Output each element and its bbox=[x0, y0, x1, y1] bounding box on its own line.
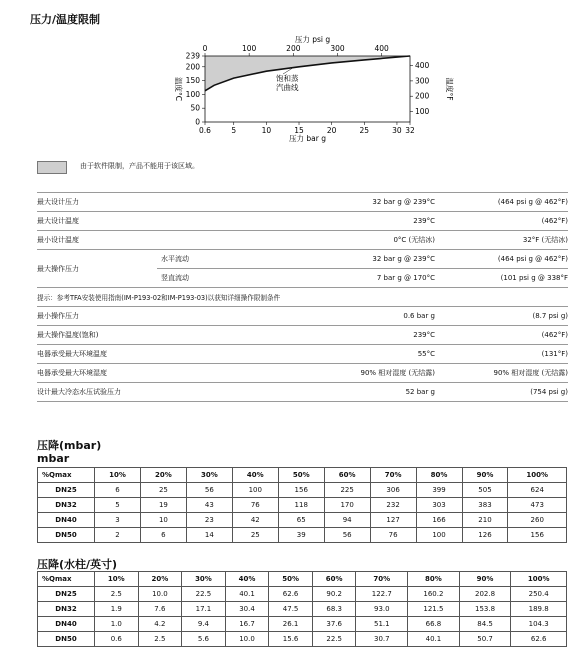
table-header-row bbox=[38, 572, 567, 587]
spec-row bbox=[37, 307, 568, 326]
table-cell: 100 bbox=[416, 528, 462, 543]
table-cell: 104.3 bbox=[511, 617, 567, 632]
pressure-drop-mbar-unit: mbar bbox=[37, 452, 70, 465]
table-cell: 93.0 bbox=[356, 602, 408, 617]
bottom-tick-label: 0.6 bbox=[199, 126, 211, 135]
table-cell: 250.4 bbox=[511, 587, 567, 602]
curve-label-line2: 汽曲线 bbox=[276, 83, 299, 92]
column-header: %Qmax bbox=[38, 468, 95, 483]
table-cell: 94 bbox=[324, 513, 370, 528]
column-header: 40% bbox=[225, 572, 269, 587]
right-axis-label: 温度°F bbox=[445, 77, 454, 101]
table-cell: 383 bbox=[462, 498, 508, 513]
left-axis-label: 温度°C bbox=[174, 77, 183, 101]
table-cell: 303 bbox=[416, 498, 462, 513]
row-label: DN25 bbox=[38, 483, 95, 498]
spec-label: 最大操作温度(饱和) bbox=[37, 326, 251, 345]
page-title: 压力/温度限制 bbox=[30, 13, 101, 26]
left-tick-label: 200 bbox=[185, 62, 200, 72]
table-cell: 122.7 bbox=[356, 587, 408, 602]
table-cell: 127 bbox=[370, 513, 416, 528]
spec-row bbox=[37, 383, 568, 402]
spec-label: 设计最大冷态水压试验压力 bbox=[37, 383, 251, 402]
right-tick-label: 300 bbox=[415, 76, 430, 86]
table-cell: 2.5 bbox=[138, 632, 182, 647]
table-cell: 100 bbox=[232, 483, 278, 498]
table-cell: 62.6 bbox=[269, 587, 313, 602]
table-cell: 1.9 bbox=[95, 602, 139, 617]
table-cell: 66.8 bbox=[408, 617, 460, 632]
spec-label: 最大设计温度 bbox=[37, 212, 157, 231]
spec-row bbox=[37, 231, 568, 250]
spec-label: 电器承受最大环境湿度 bbox=[37, 364, 251, 383]
spec-si-value: 0°C (无结冰) bbox=[251, 231, 435, 250]
bottom-axis-label: 压力 bar g bbox=[289, 134, 326, 143]
spec-si-value: 55°C bbox=[251, 345, 435, 364]
top-tick-label: 400 bbox=[374, 44, 389, 53]
row-label: DN50 bbox=[38, 528, 95, 543]
column-header: 30% bbox=[186, 468, 232, 483]
table-cell: 260 bbox=[508, 513, 567, 528]
table-row bbox=[38, 513, 567, 528]
table-cell: 22.5 bbox=[182, 587, 226, 602]
column-header: %Qmax bbox=[38, 572, 95, 587]
top-tick-label: 100 bbox=[242, 44, 257, 53]
table-cell: 68.3 bbox=[312, 602, 356, 617]
row-label: DN50 bbox=[38, 632, 95, 647]
bottom-tick-label: 5 bbox=[231, 126, 237, 135]
chart-svg bbox=[0, 26, 582, 156]
column-header: 20% bbox=[140, 468, 186, 483]
left-tick-label: 100 bbox=[185, 89, 200, 99]
spec-label: 最大操作压力 bbox=[37, 250, 157, 288]
table-cell: 76 bbox=[232, 498, 278, 513]
column-header: 90% bbox=[462, 468, 508, 483]
right-tick-label: 200 bbox=[415, 91, 430, 101]
spec-si-value: 7 bar g @ 170°C bbox=[251, 269, 435, 288]
spec-label: 最小设计温度 bbox=[37, 231, 157, 250]
restricted-region-swatch bbox=[37, 161, 67, 174]
spec-note: 提示：参考TFA安装使用指南(IM-P193-02和IM-P193-03)以获知详细操作限制条件 bbox=[37, 288, 568, 307]
column-header: 10% bbox=[95, 468, 141, 483]
spec-si-value: 239°C bbox=[251, 212, 435, 231]
table-cell: 14 bbox=[186, 528, 232, 543]
spec-row bbox=[37, 250, 568, 269]
top-axis-label: 压力 psi g bbox=[294, 35, 331, 44]
spec-si-value: 32 bar g @ 239°C bbox=[251, 250, 435, 269]
spec-imperial-value: (101 psi g @ 338°F bbox=[435, 269, 568, 288]
table-cell: 3 bbox=[95, 513, 141, 528]
left-tick-label: 150 bbox=[185, 76, 200, 86]
column-header: 80% bbox=[408, 572, 460, 587]
table-cell: 23 bbox=[186, 513, 232, 528]
table-cell: 6 bbox=[95, 483, 141, 498]
table-cell: 17.1 bbox=[182, 602, 226, 617]
table-cell: 65 bbox=[278, 513, 324, 528]
column-header: 50% bbox=[269, 572, 313, 587]
spec-imperial-value: (464 psi g @ 462°F) bbox=[435, 193, 568, 212]
spec-imperial-value: (462°F) bbox=[435, 212, 568, 231]
table-cell: 126 bbox=[462, 528, 508, 543]
table-cell: 118 bbox=[278, 498, 324, 513]
table-cell: 56 bbox=[324, 528, 370, 543]
table-cell: 2.5 bbox=[95, 587, 139, 602]
table-cell: 473 bbox=[508, 498, 567, 513]
table-cell: 10.0 bbox=[225, 632, 269, 647]
table-cell: 39 bbox=[278, 528, 324, 543]
spec-table bbox=[37, 192, 568, 402]
column-header: 10% bbox=[95, 572, 139, 587]
column-header: 100% bbox=[508, 468, 567, 483]
table-cell: 399 bbox=[416, 483, 462, 498]
table-cell: 160.2 bbox=[408, 587, 460, 602]
spec-row bbox=[37, 326, 568, 345]
pressure-drop-inwc-table bbox=[37, 571, 567, 647]
table-cell: 202.8 bbox=[459, 587, 511, 602]
column-header: 90% bbox=[459, 572, 511, 587]
table-cell: 30.4 bbox=[225, 602, 269, 617]
table-cell: 2 bbox=[95, 528, 141, 543]
column-header: 70% bbox=[370, 468, 416, 483]
spec-si-value: 0.6 bar g bbox=[251, 307, 435, 326]
spec-sublabel: 水平流动 bbox=[157, 250, 251, 269]
bottom-tick-label: 10 bbox=[261, 126, 272, 135]
table-cell: 15.6 bbox=[269, 632, 313, 647]
spec-si-value: 32 bar g @ 239°C bbox=[251, 193, 435, 212]
table-row bbox=[38, 483, 567, 498]
restricted-region-group bbox=[205, 56, 410, 91]
spec-imperial-value: 90% 相对湿度 (无结露) bbox=[435, 364, 568, 383]
table-cell: 51.1 bbox=[356, 617, 408, 632]
column-header: 100% bbox=[511, 572, 567, 587]
spec-imperial-value: (754 psi g) bbox=[435, 383, 568, 402]
table-cell: 42 bbox=[232, 513, 278, 528]
spec-si-value: 239°C bbox=[251, 326, 435, 345]
column-header: 60% bbox=[312, 572, 356, 587]
table-cell: 232 bbox=[370, 498, 416, 513]
table-cell: 37.6 bbox=[312, 617, 356, 632]
spec-row bbox=[37, 345, 568, 364]
table-cell: 19 bbox=[140, 498, 186, 513]
table-cell: 62.6 bbox=[511, 632, 567, 647]
table-header-row bbox=[38, 468, 567, 483]
spec-sublabel: 竖直流动 bbox=[157, 269, 251, 288]
row-label: DN40 bbox=[38, 617, 95, 632]
table-cell: 166 bbox=[416, 513, 462, 528]
table-cell: 10.0 bbox=[138, 587, 182, 602]
table-cell: 10 bbox=[140, 513, 186, 528]
table-cell: 624 bbox=[508, 483, 567, 498]
bottom-tick-label: 32 bbox=[405, 126, 415, 135]
table-row bbox=[38, 587, 567, 602]
table-cell: 156 bbox=[508, 528, 567, 543]
table-cell: 5 bbox=[95, 498, 141, 513]
top-tick-label: 200 bbox=[286, 44, 301, 53]
spec-imperial-value: (8.7 psi g) bbox=[435, 307, 568, 326]
table-cell: 505 bbox=[462, 483, 508, 498]
column-header: 30% bbox=[182, 572, 226, 587]
table-cell: 22.5 bbox=[312, 632, 356, 647]
right-tick-label: 100 bbox=[415, 107, 430, 117]
spec-label: 最大设计压力 bbox=[37, 193, 157, 212]
column-header: 40% bbox=[232, 468, 278, 483]
curve-label-line1: 饱和蒸 bbox=[276, 74, 299, 83]
table-cell: 189.8 bbox=[511, 602, 567, 617]
spec-si-value: 90% 相对湿度 (无结露) bbox=[251, 364, 435, 383]
bottom-tick-label: 25 bbox=[359, 126, 370, 135]
table-cell: 225 bbox=[324, 483, 370, 498]
restricted-region bbox=[205, 56, 410, 91]
table-row bbox=[38, 528, 567, 543]
table-cell: 153.8 bbox=[459, 602, 511, 617]
column-header: 80% bbox=[416, 468, 462, 483]
bottom-tick-label: 30 bbox=[392, 126, 402, 135]
table-cell: 50.7 bbox=[459, 632, 511, 647]
legend-text: 由于软件限制，产品不能用于该区域。 bbox=[80, 162, 199, 170]
table-cell: 9.4 bbox=[182, 617, 226, 632]
spec-imperial-value: (464 psi g @ 462°F) bbox=[435, 250, 568, 269]
bottom-tick-label: 15 bbox=[294, 126, 304, 135]
top-tick-label: 300 bbox=[330, 44, 345, 53]
row-label: DN40 bbox=[38, 513, 95, 528]
table-cell: 40.1 bbox=[408, 632, 460, 647]
table-row bbox=[38, 498, 567, 513]
row-label: DN25 bbox=[38, 587, 95, 602]
bottom-tick-label: 20 bbox=[326, 126, 337, 135]
table-cell: 0.6 bbox=[95, 632, 139, 647]
table-cell: 43 bbox=[186, 498, 232, 513]
column-header: 50% bbox=[278, 468, 324, 483]
pressure-drop-mbar-table bbox=[37, 467, 567, 543]
spec-si-value: 52 bar g bbox=[251, 383, 435, 402]
spec-label: 最小操作压力 bbox=[37, 307, 251, 326]
table-cell: 76 bbox=[370, 528, 416, 543]
table-row bbox=[38, 617, 567, 632]
table-cell: 84.5 bbox=[459, 617, 511, 632]
spec-row bbox=[37, 212, 568, 231]
table-cell: 56 bbox=[186, 483, 232, 498]
spec-label: 电器承受最大环境温度 bbox=[37, 345, 251, 364]
table-cell: 16.7 bbox=[225, 617, 269, 632]
spec-note-row bbox=[37, 288, 568, 307]
left-tick-label: 0 bbox=[195, 117, 200, 127]
pressure-drop-inwc-title: 压降(水柱/英寸) bbox=[37, 558, 118, 571]
spec-imperial-value: (462°F) bbox=[435, 326, 568, 345]
table-row bbox=[38, 602, 567, 617]
left-tick-label: 239 bbox=[185, 51, 200, 61]
table-cell: 26.1 bbox=[269, 617, 313, 632]
spec-row bbox=[37, 364, 568, 383]
column-header: 60% bbox=[324, 468, 370, 483]
table-row bbox=[38, 632, 567, 647]
table-cell: 47.5 bbox=[269, 602, 313, 617]
table-cell: 156 bbox=[278, 483, 324, 498]
pt-limit-chart bbox=[0, 26, 582, 156]
table-cell: 5.6 bbox=[182, 632, 226, 647]
row-label: DN32 bbox=[38, 602, 95, 617]
table-cell: 90.2 bbox=[312, 587, 356, 602]
right-tick-label: 400 bbox=[415, 61, 430, 71]
column-header: 20% bbox=[138, 572, 182, 587]
table-cell: 7.6 bbox=[138, 602, 182, 617]
spec-row bbox=[37, 193, 568, 212]
table-cell: 121.5 bbox=[408, 602, 460, 617]
left-tick-label: 50 bbox=[190, 103, 200, 113]
top-tick-label: 0 bbox=[202, 44, 208, 53]
table-cell: 30.7 bbox=[356, 632, 408, 647]
table-cell: 25 bbox=[140, 483, 186, 498]
table-cell: 1.0 bbox=[95, 617, 139, 632]
pressure-drop-mbar-title: 压降(mbar) bbox=[37, 439, 102, 452]
table-cell: 306 bbox=[370, 483, 416, 498]
table-cell: 4.2 bbox=[138, 617, 182, 632]
table-cell: 25 bbox=[232, 528, 278, 543]
spec-imperial-value: (131°F) bbox=[435, 345, 568, 364]
row-label: DN32 bbox=[38, 498, 95, 513]
spec-imperial-value: 32°F (无结冰) bbox=[435, 231, 568, 250]
table-cell: 6 bbox=[140, 528, 186, 543]
table-cell: 170 bbox=[324, 498, 370, 513]
table-cell: 210 bbox=[462, 513, 508, 528]
table-cell: 40.1 bbox=[225, 587, 269, 602]
column-header: 70% bbox=[356, 572, 408, 587]
